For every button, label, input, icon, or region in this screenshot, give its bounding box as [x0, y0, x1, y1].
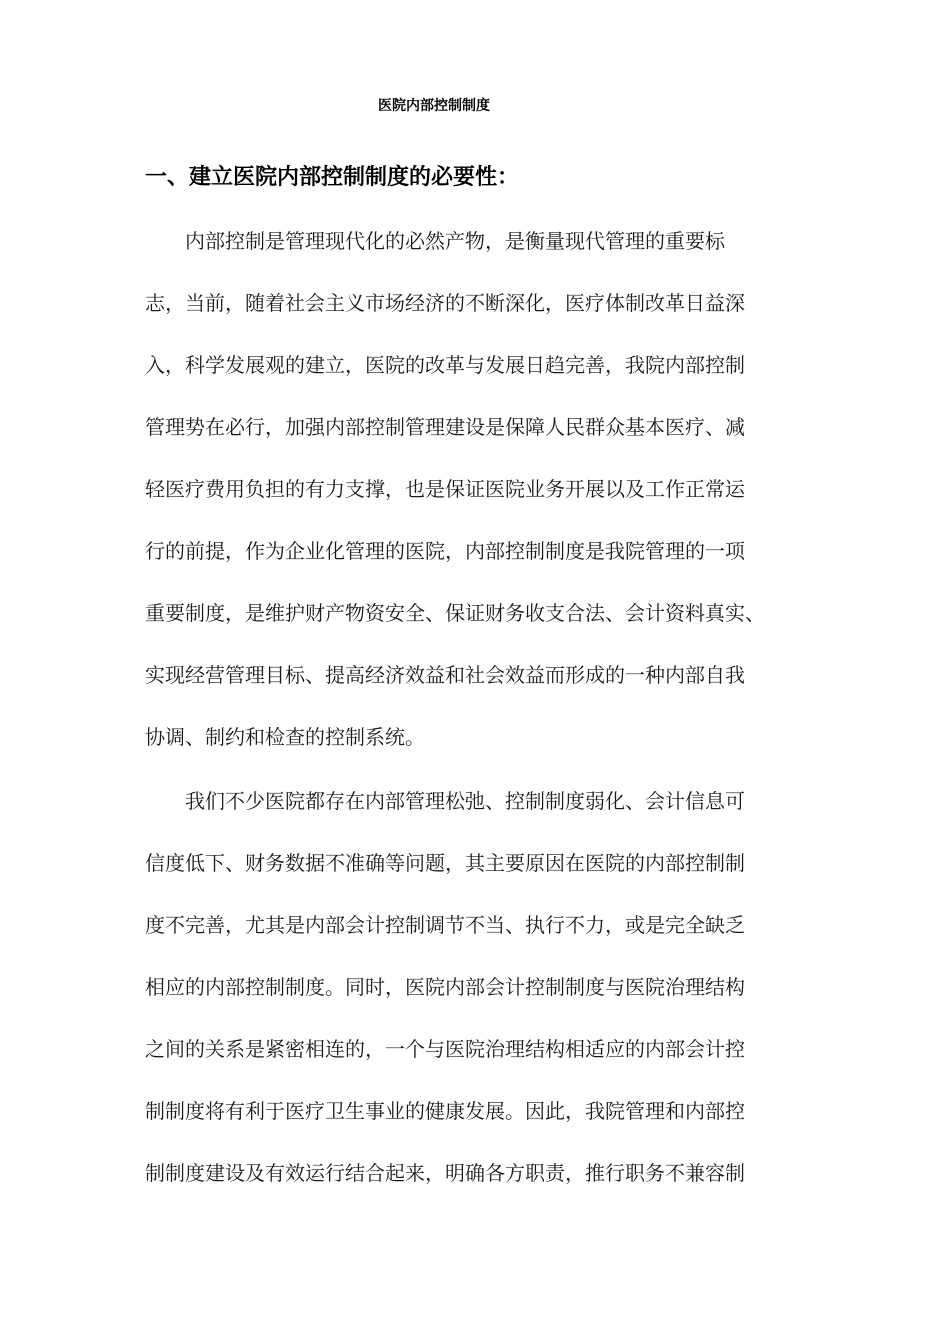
paragraph-line: 信度低下、财务数据不准确等问题，其主要原因在医院的内部控制制	[145, 851, 745, 875]
paragraph-line: 入，科学发展观的建立，医院的改革与发展日趋完善，我院内部控制	[145, 353, 745, 377]
paragraph-line: 重要制度，是维护财产物资安全、保证财务收支合法、会计资料真实、	[145, 601, 765, 625]
paragraph-line: 制制度建设及有效运行结合起来，明确各方职责，推行职务不兼容制	[145, 1161, 745, 1185]
paragraph-line: 轻医疗费用负担的有力支撑，也是保证医院业务开展以及工作正常运	[145, 477, 745, 501]
paragraph-line: 协调、制约和检查的控制系统。	[145, 725, 425, 749]
paragraph-line: 管理势在必行，加强内部控制管理建设是保障人民群众基本医疗、减	[145, 415, 745, 439]
paragraph-line: 之间的关系是紧密相连的，一个与医院治理结构相适应的内部会计控	[145, 1037, 745, 1061]
paragraph-line: 实现经营管理目标、提高经济效益和社会效益而形成的一种内部自我	[145, 663, 745, 687]
section-heading: 一、建立医院内部控制制度的必要性：	[145, 165, 520, 190]
paragraph-line: 内部控制是管理现代化的必然产物，是衡量现代管理的重要标	[145, 229, 725, 253]
paragraph-line: 行的前提，作为企业化管理的医院，内部控制制度是我院管理的一项	[145, 539, 745, 563]
paragraph-line: 度不完善，尤其是内部会计控制调节不当、执行不力，或是完全缺乏	[145, 913, 745, 937]
paragraph-line: 制制度将有利于医疗卫生事业的健康发展。因此，我院管理和内部控	[145, 1099, 745, 1123]
paragraph-line: 相应的内部控制制度。同时，医院内部会计控制制度与医院治理结构	[145, 975, 745, 999]
document-title: 医院内部控制制度	[378, 98, 490, 114]
paragraph-line: 我们不少医院都存在内部管理松弛、控制制度弱化、会计信息可	[145, 789, 745, 813]
paragraph-line: 志，当前，随着社会主义市场经济的不断深化，医疗体制改革日益深	[145, 291, 745, 315]
